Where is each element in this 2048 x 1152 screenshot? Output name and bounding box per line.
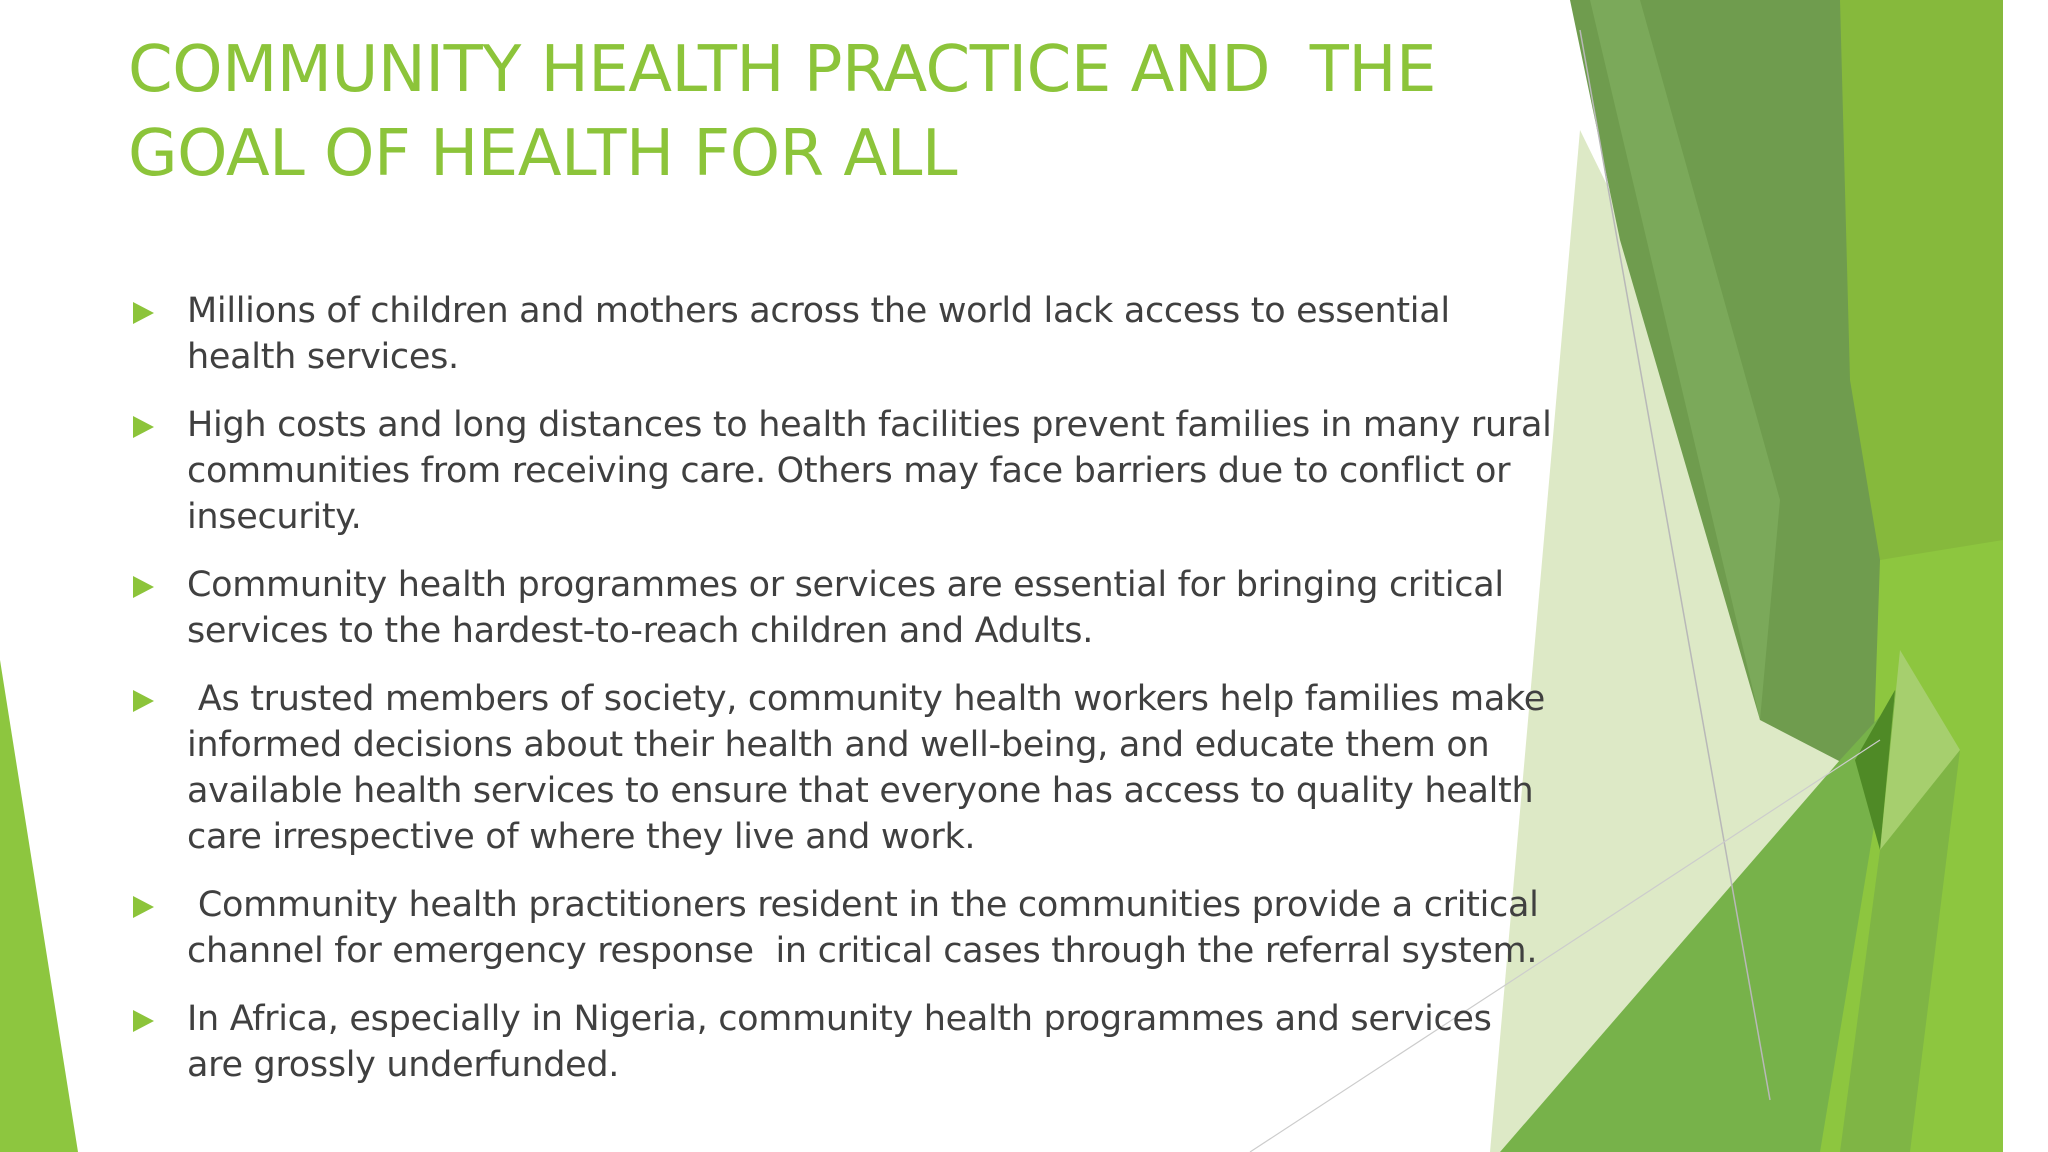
triangle-right-icon [133, 896, 154, 918]
triangle-right-icon [133, 416, 154, 438]
facet-left-wedge [0, 660, 78, 1152]
title-line-1: COMMUNITY HEALTH PRACTICE AND THE [128, 33, 1436, 107]
triangle-right-icon [133, 576, 154, 598]
facet-right-edge [2003, 0, 2048, 1152]
bullet-text: Community health practitioners resident in the communities provide a critical channel for emergency response in critical cases through the referral system. [187, 885, 1550, 971]
triangle-right-icon [133, 1010, 154, 1032]
bullet-item [133, 882, 1553, 974]
bullet-item [133, 996, 1553, 1088]
bullet-text: Millions of children and mothers across the world lack access to essential health services. [187, 291, 1461, 377]
title-line-2: GOAL OF HEALTH FOR ALL [128, 117, 957, 191]
triangle-right-icon [133, 690, 154, 712]
bullet-item [133, 288, 1553, 380]
bullet-list [133, 288, 1563, 1110]
bullet-item [133, 402, 1563, 540]
bullet-text: High costs and long distances to health facilities prevent families in many rural communities from receiving care. Others may face barriers due to conflict or insecurity. [187, 405, 1563, 537]
bullet-item [133, 676, 1556, 860]
bullet-text: In Africa, especially in Nigeria, community health programmes and services are grossly underfunded. [187, 999, 1503, 1085]
slide-title [128, 28, 1528, 196]
triangle-right-icon [133, 302, 154, 324]
bullet-text: Community health programmes or services are essential for bringing critical services to the hardest-to-reach children and Adults. [187, 565, 1515, 651]
bullet-text: As trusted members of society, community health workers help families make informed decisions about their health and well-being, and educate them on available health services to ensure that everyone has access to quality health care irrespective of where they live and work. [187, 679, 1556, 857]
bullet-item [133, 562, 1553, 654]
